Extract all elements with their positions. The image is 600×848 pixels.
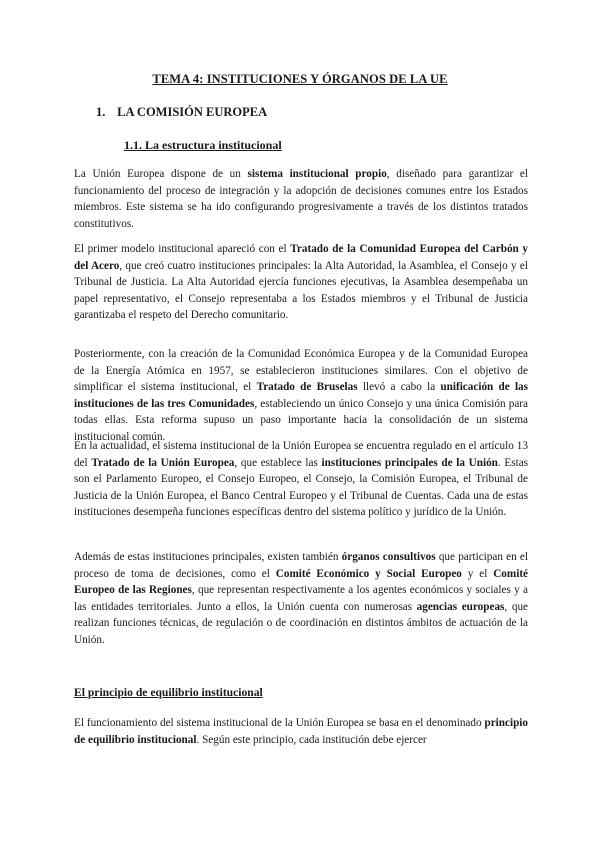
paragraph-sistema-institucional [74,166,528,232]
paragraph-organos-consultivos [74,549,528,649]
paragraph-actualidad [74,438,528,521]
section-number: 1. [96,105,106,119]
paragraph-text: El funcionamiento del sistema institucional de la Unión Europea se basa en el denominado [74,717,485,729]
paragraph-text: Además de estas instituciones principales, existen también [74,551,342,563]
document-title: TEMA 4: INSTITUCIONES Y ÓRGANOS DE LA UE [152,72,448,86]
section-heading-comision [96,105,267,120]
bold-term: instituciones principales de la Unión [321,456,498,469]
paragraph-equilibrio-institucional [74,715,528,748]
bold-term: principio de equilibrio institucional [74,717,528,746]
paragraph-tratado-bruselas [74,346,528,446]
paragraph-text: , que establece las [234,456,322,469]
section-heading-text: LA COMISIÓN EUROPEA [117,105,268,119]
paragraph-text: , que representan respectivamente a los agentes económicos y sociales y a las entidades territoriales. Junto a ellos, la Unión cuenta con numerosas [74,584,528,613]
section-heading-equilibrio: El principio de equilibrio institucional [74,686,263,699]
bold-term: sistema institucional propio [247,168,387,180]
paragraph-text: , que creó cuatro instituciones principales: la Alta Autoridad, la Asamblea, el Consejo y el Tribunal de Justicia. La Alta Autoridad ejercía funciones ejecutivas, la Asamblea desempeñaba un papel representativo, el Consejo representaba a los Estados miembros y el Tribunal de Justicia garantizaba el respeto del Derecho comunitario. [74,259,528,322]
paragraph-text: que participan en el proceso de toma de decisiones, como el [74,551,528,580]
paragraph-text: , diseñado para garantizar el funcionamiento del proceso de integración y la adopción de decisiones comunes entre los Estados miembros. Este sistema se ha ido configurando progresivamente a través de los distintos tratados constitutivos. [74,168,529,230]
bold-term: unificación de las instituciones de las tres Comunidades [74,381,529,410]
bold-term: Comité Económico y Social Europeo [275,567,462,580]
paragraph-text: El primer modelo institucional apareció con el [74,243,291,255]
bold-term: Tratado de la Comunidad Europea del Carbón y del Acero [74,243,528,272]
paragraph-text: Posteriormente, con la creación de la Comunidad Económica Europea y de la Comunidad Europea de la Energía Atómica en 1957, se establecieron instituciones similares. Con el objetivo de simplificar el sistema institucional, el [74,348,528,394]
paragraph-text: , que realizan funciones técnicas, de regulación o de coordinación en distintos ámbitos de actuación de la Unión. [74,600,528,646]
paragraph-ceca [74,241,528,324]
bold-term: órganos consultivos [341,551,436,563]
bold-term: Tratado de Bruselas [256,381,358,394]
bold-term: Comité Europeo de las Regiones [74,567,529,597]
paragraph-text: La Unión Europea dispone de un [74,168,248,180]
paragraph-text: y el [461,567,494,580]
paragraph-text: , estableciendo un único Consejo y una única Comisión para todas ellas. Esta reforma supuso un paso importante hacia la consolidación de un sistema institucional común. [74,397,528,443]
paragraph-text: . Según este principio, cada institución debe ejercer [196,733,427,746]
subsection-heading: 1.1. La estructura institucional [124,138,282,152]
paragraph-text: llevó a cabo la [357,381,441,394]
bold-term: agencias europeas [416,600,505,613]
paragraph-text: En la actualidad, el sistema institucional de la Unión Europea se encuentra regulado en el artículo 13 del [74,440,528,469]
bold-term: Tratado de la Unión Europea [91,456,235,469]
paragraph-text: . Estas son el Parlamento Europeo, el Consejo Europeo, el Consejo, la Comisión Europea, el Tribunal de Justicia de la Unión Europea, el Banco Central Europeo y el Tribunal de Cuentas. Cada una de estas instituciones desempeña funciones específicas dentro del sistema político y jurídico de la Unión. [74,456,529,519]
